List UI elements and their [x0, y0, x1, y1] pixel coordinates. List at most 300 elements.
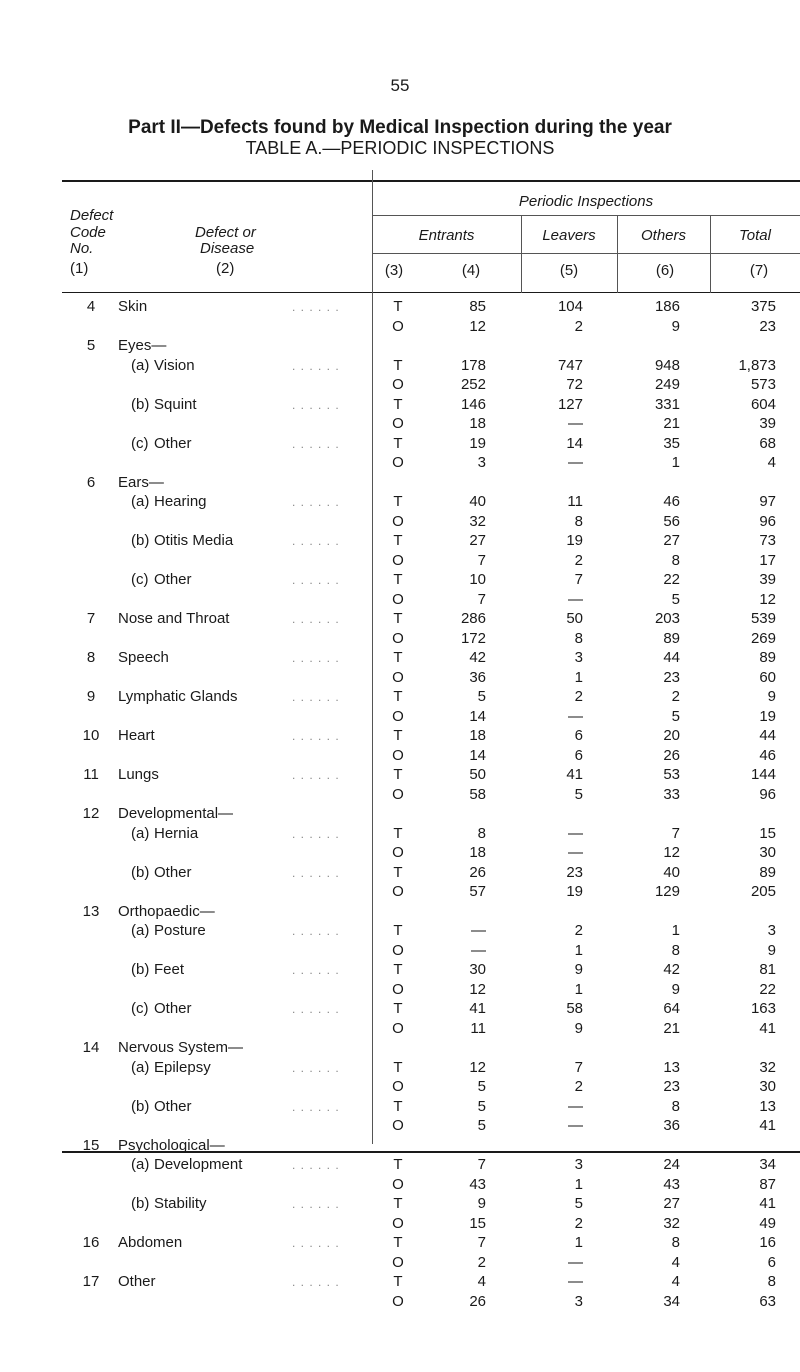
entrants-value: 252: [460, 376, 486, 393]
header-periodic-inspections: Periodic Inspections: [518, 193, 654, 210]
inspection-type: O: [392, 317, 404, 335]
total-value: 375: [750, 298, 776, 315]
inspection-type: T: [393, 1156, 403, 1173]
defect-code: 8: [86, 649, 96, 666]
inspection-type: O: [392, 941, 404, 959]
header-col1-number: (1): [70, 260, 89, 277]
defect-sub-letter: (a): [131, 824, 150, 842]
inspection-type: O: [392, 415, 404, 432]
total-value: 539: [750, 610, 776, 627]
defect-sub-letter: (c): [131, 1000, 149, 1017]
leavers-value: 72: [566, 376, 583, 393]
entrants-value: 11: [470, 1019, 486, 1037]
entrants-value: 3: [477, 454, 486, 471]
total-value: 17: [759, 551, 776, 569]
leavers-value: 5: [574, 1195, 583, 1212]
leavers-value: 3: [574, 1156, 583, 1173]
defect-sub-letter: (a): [131, 922, 150, 939]
entrants-value: 50: [469, 766, 486, 783]
total-value: 269: [750, 629, 776, 647]
total-value: 89: [759, 863, 776, 881]
entrants-value: 18: [469, 727, 486, 744]
others-value: 9: [671, 317, 680, 335]
leavers-value: 2: [574, 317, 583, 335]
leavers-value: 7: [574, 571, 583, 588]
defect-label: Hearing: [154, 493, 207, 510]
defect-sub-letter: (c): [131, 571, 149, 588]
leavers-value: 2: [574, 1078, 583, 1095]
defect-code: 7: [86, 610, 96, 627]
others-value: 22: [663, 571, 680, 588]
others-value: 186: [654, 298, 680, 315]
entrants-value: 18: [469, 415, 486, 432]
entrants-value: 5: [477, 688, 486, 705]
others-value: 1: [671, 922, 680, 939]
subheader-rule: [372, 253, 800, 254]
inspection-type: O: [392, 590, 404, 608]
defect-label: Otitis Media: [154, 532, 234, 549]
total-value: 22: [759, 980, 776, 998]
table-subtitle: TABLE A.—PERIODIC INSPECTIONS: [245, 138, 555, 158]
total-value: 68: [759, 434, 776, 452]
leader-dots: . . . . . .: [292, 924, 340, 938]
others-value: 24: [663, 1156, 680, 1173]
entrants-value: 14: [469, 746, 486, 764]
others-value: 23: [663, 668, 680, 686]
top-rule: [62, 180, 800, 182]
inspection-type: O: [392, 1253, 404, 1271]
inspection-type: T: [393, 434, 403, 452]
entrants-value: 7: [477, 551, 486, 569]
others-value: 331: [654, 395, 680, 413]
inspection-type: T: [393, 1273, 403, 1290]
others-value: 56: [663, 512, 680, 530]
leavers-value: 3: [574, 649, 583, 666]
total-value: 44: [759, 727, 776, 744]
leader-dots: . . . . . .: [292, 865, 340, 880]
inspection-type: O: [392, 707, 404, 725]
defect-label: Lungs: [118, 766, 159, 783]
defect-label: Squint: [154, 395, 197, 413]
others-value: 7: [671, 824, 680, 842]
entrants-value: 14: [469, 707, 486, 725]
entrants-value: 2: [477, 1253, 486, 1271]
defect-label: Posture: [154, 922, 206, 939]
leader-dots: . . . . . .: [292, 1275, 340, 1289]
total-value: 96: [759, 512, 776, 530]
entrants-value: 12: [469, 1058, 486, 1076]
header-defect-disease-line2: Disease: [200, 240, 255, 257]
leavers-value: 5: [574, 785, 583, 803]
entrants-value: 57: [469, 883, 486, 900]
others-value: 27: [663, 532, 680, 549]
entrants-value: 40: [469, 493, 486, 510]
entrants-value: 26: [469, 1292, 486, 1310]
defect-code: 5: [86, 337, 96, 354]
entrants-value: —: [471, 941, 486, 959]
others-value: 64: [663, 1000, 680, 1017]
entrants-value: 12: [469, 317, 486, 335]
leavers-value: 7: [574, 1058, 583, 1076]
defect-label: Vision: [154, 356, 195, 374]
leader-dots: . . . . . .: [292, 1236, 340, 1250]
total-value: 32: [759, 1058, 776, 1076]
entrants-value: 5: [477, 1097, 486, 1115]
inspection-type: T: [393, 824, 403, 842]
header-defect-disease-line1: Defect or: [195, 224, 256, 241]
others-value: 21: [663, 1019, 680, 1037]
others-value: 8: [671, 941, 680, 959]
leavers-value: 9: [574, 1019, 583, 1037]
inspection-type: O: [392, 551, 404, 569]
defect-label: Abdomen: [118, 1234, 183, 1251]
leavers-value: —: [568, 1117, 583, 1134]
leavers-value: 1: [574, 668, 583, 686]
total-value: 49: [759, 1214, 776, 1232]
entrants-value: 10: [469, 571, 486, 588]
leavers-value: 11: [567, 493, 583, 510]
defect-label: Feet: [154, 961, 185, 978]
leader-dots: . . . . . .: [292, 612, 340, 626]
leader-dots: . . . . . .: [292, 1197, 340, 1211]
total-value: 87: [759, 1175, 776, 1193]
others-value: 21: [663, 415, 680, 432]
inspection-type: O: [392, 668, 404, 686]
others-value: 4: [671, 1253, 680, 1271]
defect-label: Epilepsy: [154, 1058, 211, 1076]
entrants-value: 146: [460, 395, 486, 413]
total-value: 41: [759, 1117, 776, 1134]
entrants-value: 178: [460, 356, 486, 374]
leavers-value: 58: [566, 1000, 583, 1017]
header-entrants: Entrants: [418, 227, 475, 244]
inspection-type: O: [392, 376, 404, 393]
others-value: 32: [663, 1214, 680, 1232]
others-value: 42: [663, 961, 680, 978]
periodic-rule: [372, 215, 800, 216]
total-value: 9: [767, 941, 776, 959]
total-value: 60: [759, 668, 776, 686]
defect-code: 13: [82, 902, 100, 920]
leader-dots: . . . . . .: [292, 1002, 340, 1016]
defect-label: Heart: [118, 727, 155, 744]
defect-group-heading: Orthopaedic—: [118, 902, 215, 920]
leavers-value: —: [568, 1273, 583, 1290]
others-value: 8: [671, 551, 680, 569]
total-value: 15: [759, 824, 776, 842]
others-value: 129: [654, 883, 680, 900]
entrants-value: —: [471, 922, 486, 939]
others-value: 53: [663, 766, 680, 783]
leavers-value: 9: [574, 961, 583, 978]
defect-group-heading: Psychological—: [118, 1136, 225, 1154]
defect-sub-letter: (a): [131, 1058, 150, 1076]
inspection-type: T: [393, 532, 403, 549]
leavers-value: —: [568, 590, 583, 608]
total-value: 6: [767, 1253, 776, 1271]
leavers-value: 23: [566, 863, 583, 881]
entrants-value: 7: [477, 1156, 486, 1173]
entrants-value: 26: [469, 863, 486, 881]
leavers-value: 1: [574, 980, 583, 998]
entrants-value: 58: [469, 785, 486, 803]
leavers-value: —: [568, 1253, 583, 1271]
inspection-type: T: [393, 395, 403, 413]
others-value: 13: [663, 1058, 680, 1076]
others-value: 12: [663, 844, 680, 861]
entrants-value: 19: [469, 434, 486, 452]
page-title: Part II—Defects found by Medical Inspection during the year: [128, 117, 672, 138]
defect-sub-letter: (b): [131, 532, 150, 549]
total-value: 46: [759, 746, 776, 764]
others-value: 5: [671, 590, 680, 608]
header-defect-code-line2: Code: [70, 224, 106, 241]
others-value: 44: [663, 649, 680, 666]
entrants-value: 7: [477, 590, 486, 608]
total-value: 96: [759, 785, 776, 803]
leavers-value: 104: [557, 298, 583, 315]
total-value: 144: [750, 766, 776, 783]
inspection-type: T: [393, 766, 403, 783]
inspection-type: T: [393, 610, 403, 627]
leavers-value: —: [568, 1097, 583, 1115]
inspection-type: O: [392, 1292, 404, 1310]
defect-label: Skin: [118, 298, 148, 315]
inspection-type: O: [392, 883, 404, 900]
others-value: 26: [663, 746, 680, 764]
leavers-value: 8: [574, 512, 583, 530]
leader-dots: . . . . . .: [292, 1099, 340, 1114]
leavers-value: 2: [574, 688, 583, 705]
inspection-type: T: [393, 356, 403, 374]
others-value: 9: [671, 980, 680, 998]
header-col2-number: (2): [216, 260, 235, 277]
defect-group-heading: Ears—: [118, 473, 164, 491]
leader-dots: . . . . . .: [292, 300, 340, 314]
entrants-value: 32: [469, 512, 486, 530]
leader-dots: . . . . . .: [292, 768, 340, 782]
defect-code: 15: [82, 1136, 100, 1154]
inspection-type: O: [392, 746, 404, 764]
header-col5-number: (5): [559, 262, 579, 279]
total-value: 163: [750, 1000, 776, 1017]
leavers-value: 747: [557, 356, 583, 374]
total-value: 73: [759, 532, 776, 549]
inspection-type: O: [392, 785, 404, 803]
header-leavers: Leavers: [542, 227, 596, 244]
header-rule: [62, 292, 800, 293]
total-value: 97: [759, 493, 776, 510]
defect-sub-letter: (c): [131, 434, 149, 452]
leavers-value: 2: [574, 922, 583, 939]
leader-dots: . . . . . .: [292, 495, 340, 509]
header-total: Total: [739, 227, 771, 244]
others-value: 203: [654, 610, 680, 627]
leader-dots: . . . . . .: [292, 1060, 340, 1075]
entrants-value: 85: [469, 298, 486, 315]
total-value: 4: [767, 454, 776, 471]
leader-dots: . . . . . .: [292, 826, 340, 841]
leavers-value: 8: [574, 629, 583, 647]
defect-group-heading: Developmental—: [118, 805, 234, 822]
others-value: 33: [663, 785, 680, 803]
inspection-type: O: [392, 980, 404, 998]
others-value: 20: [663, 727, 680, 744]
total-value: 8: [767, 1273, 776, 1290]
others-value: 40: [663, 863, 680, 881]
leavers-value: 1: [574, 941, 583, 959]
defect-sub-letter: (b): [131, 1195, 150, 1212]
others-value: 43: [663, 1175, 680, 1193]
inspection-type: O: [392, 1078, 404, 1095]
header-defect-code-line1: Defect: [70, 207, 114, 224]
total-value: 13: [759, 1097, 776, 1115]
others-value: 34: [663, 1292, 680, 1310]
others-value: 89: [663, 629, 680, 647]
others-value: 46: [663, 493, 680, 510]
header-defect-code-line3: No.: [70, 240, 94, 257]
col-divider-main: [372, 170, 373, 1144]
defect-label: Other: [154, 1097, 192, 1115]
defect-label: Hernia: [154, 824, 199, 842]
entrants-value: 41: [469, 1000, 486, 1017]
total-value: 604: [750, 395, 776, 413]
entrants-value: 7: [477, 1234, 486, 1251]
defect-sub-letter: (b): [131, 1097, 150, 1115]
others-value: 35: [663, 434, 680, 452]
leavers-value: 19: [566, 883, 583, 900]
defect-label: Stability: [154, 1195, 207, 1212]
defect-label: Nose and Throat: [118, 610, 230, 627]
inspection-type: T: [393, 1234, 403, 1251]
defect-code: 4: [86, 298, 96, 315]
defect-label: Other: [154, 1000, 192, 1017]
total-value: 89: [759, 649, 776, 666]
defect-label: Other: [154, 434, 192, 452]
header-col7-number: (7): [749, 262, 769, 279]
leader-dots: . . . . . .: [292, 690, 340, 704]
defect-code: 12: [82, 805, 100, 822]
leader-dots: . . . . . .: [292, 534, 340, 548]
defect-code: 6: [86, 473, 96, 491]
inspection-type: T: [393, 298, 403, 315]
entrants-value: 43: [469, 1175, 486, 1193]
leavers-value: 41: [566, 766, 583, 783]
inspection-type: T: [393, 1058, 403, 1076]
total-value: 19: [759, 707, 776, 725]
leader-dots: . . . . . .: [292, 651, 340, 665]
leavers-value: 1: [574, 1175, 583, 1193]
inspection-type: T: [393, 688, 403, 705]
leavers-value: 14: [566, 434, 583, 452]
total-value: 1,873: [738, 356, 776, 374]
inspection-type: T: [393, 727, 403, 744]
entrants-value: 4: [477, 1273, 486, 1290]
leavers-value: 3: [574, 1292, 583, 1310]
leavers-value: 2: [574, 1214, 583, 1232]
defect-label: Other: [154, 863, 192, 881]
leader-dots: . . . . . .: [292, 729, 340, 743]
others-value: 4: [671, 1273, 680, 1290]
defect-code: 9: [86, 688, 96, 705]
defect-sub-letter: (b): [131, 961, 150, 978]
defect-sub-letter: (a): [131, 493, 150, 510]
leader-dots: . . . . . .: [292, 358, 340, 373]
total-value: 23: [759, 317, 776, 335]
entrants-value: 15: [469, 1214, 486, 1232]
defect-sub-letter: (a): [131, 1156, 150, 1173]
defect-label: Other: [154, 571, 192, 588]
leavers-value: —: [568, 707, 583, 725]
total-value: 30: [759, 1078, 776, 1095]
entrants-value: 30: [469, 961, 486, 978]
leader-dots: . . . . . .: [292, 1158, 340, 1172]
others-value: 27: [663, 1195, 680, 1212]
leavers-value: —: [568, 844, 583, 861]
entrants-value: 12: [469, 980, 486, 998]
inspection-type: T: [393, 1195, 403, 1212]
entrants-value: 5: [477, 1078, 486, 1095]
entrants-value: 172: [460, 629, 486, 647]
inspection-type: O: [392, 512, 404, 530]
inspection-type: O: [392, 1175, 404, 1193]
leavers-value: 1: [574, 1234, 583, 1251]
leavers-value: 6: [574, 727, 583, 744]
inspection-type: T: [393, 493, 403, 510]
total-value: 81: [759, 961, 776, 978]
total-value: 39: [759, 571, 776, 588]
total-value: 63: [759, 1292, 776, 1310]
defect-label: Speech: [118, 649, 169, 666]
header-col3-number: (3): [384, 262, 404, 279]
inspection-type: O: [392, 1214, 404, 1232]
entrants-value: 286: [460, 610, 486, 627]
entrants-value: 5: [477, 1117, 486, 1134]
others-value: 1: [671, 454, 680, 471]
inspection-type: T: [393, 649, 403, 666]
others-value: 2: [671, 688, 680, 705]
leavers-value: 6: [574, 746, 583, 764]
entrants-value: 9: [477, 1195, 486, 1212]
total-value: 30: [759, 844, 776, 861]
entrants-value: 8: [477, 824, 486, 842]
defect-code: 16: [82, 1234, 100, 1251]
entrants-value: 42: [469, 649, 486, 666]
defect-group-heading: Eyes—: [118, 337, 167, 354]
inspection-type: O: [392, 454, 404, 471]
defect-code: 14: [82, 1039, 100, 1056]
total-value: 573: [750, 376, 776, 393]
total-value: 41: [759, 1019, 776, 1037]
entrants-value: 18: [469, 844, 486, 861]
inspection-type: T: [393, 922, 403, 939]
total-value: 16: [759, 1234, 776, 1251]
defect-code: 11: [83, 766, 99, 783]
leavers-value: 19: [566, 532, 583, 549]
others-value: 8: [671, 1097, 680, 1115]
total-value: 9: [767, 688, 776, 705]
leavers-value: 127: [557, 395, 583, 413]
inspection-type: T: [393, 571, 403, 588]
total-value: 34: [759, 1156, 776, 1173]
leader-dots: . . . . . .: [292, 436, 340, 451]
inspection-type: T: [393, 961, 403, 978]
total-value: 3: [767, 922, 776, 939]
page-number: 55: [390, 76, 410, 95]
inspection-type: T: [393, 863, 403, 881]
header-col4-number: (4): [461, 262, 481, 279]
others-value: 23: [663, 1078, 680, 1095]
